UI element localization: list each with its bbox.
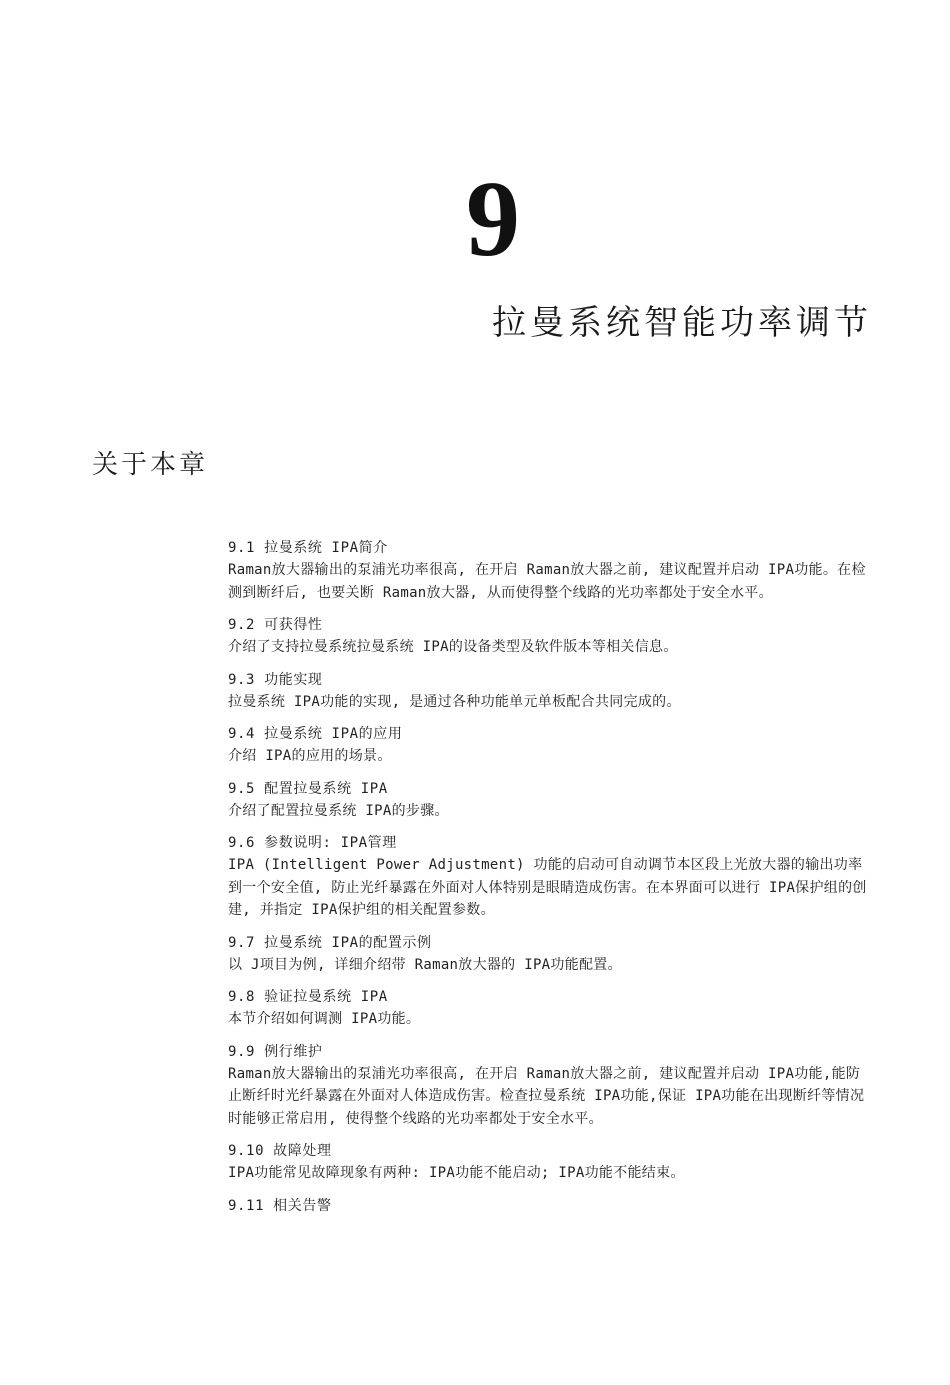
toc-description: 介绍了配置拉曼系统 IPA的步骤。 [228,802,449,819]
toc-description: Raman放大器输出的泵浦光功率很高, 在开启 Raman放大器之前, 建议配置并启动 IPA功能,能防止断纤时光纤暴露在外面对人体造成伤害。检查拉曼系统 IPA功能,保证 IPA功能在出现断纤等情况时能够正常启用, 使得整个线路的光功率都处于安全水平。 [228,1065,865,1127]
toc-entry-9-7 [228,933,868,977]
toc-entry-9-6 [228,833,868,922]
chapter-title: 拉曼系统智能功率调节 [492,303,872,343]
toc-link-9-7[interactable]: 9.7 拉曼系统 IPA的配置示例 [228,934,432,951]
toc-entry-9-10 [228,1141,868,1185]
toc-entry-9-11 [228,1196,868,1217]
toc-entry-9-4 [228,724,868,768]
toc-link-9-9[interactable]: 9.9 例行维护 [228,1043,323,1060]
toc-description: IPA功能常见故障现象有两种: IPA功能不能启动; IPA功能不能结束。 [228,1165,685,1181]
toc-entry-9-2 [228,615,868,659]
about-chapter-heading: 关于本章 [92,450,209,480]
toc-link-9-1[interactable]: 9.1 拉曼系统 IPA简介 [228,540,388,556]
toc-entry-9-3 [228,670,868,714]
toc-description: 本节介绍如何调测 IPA功能。 [228,1011,421,1027]
toc-link-9-5[interactable]: 9.5 配置拉曼系统 IPA [228,780,388,797]
toc-description: Raman放大器输出的泵浦光功率很高, 在开启 Raman放大器之前, 建议配置并启动 IPA功能。在检测到断纤后, 也要关断 Raman放大器, 从而使得整个线路的光功率都处于安全水平。 [228,562,866,601]
toc-link-9-3[interactable]: 9.3 功能实现 [228,671,323,688]
toc-link-9-6[interactable]: 9.6 参数说明: IPA管理 [228,835,397,851]
toc-link-9-4[interactable]: 9.4 拉曼系统 IPA的应用 [228,726,403,742]
toc-entry-9-9 [228,1042,868,1131]
toc-description: 以 J项目为例, 详细介绍带 Raman放大器的 IPA功能配置。 [228,956,622,973]
toc-link-9-11[interactable]: 9.11 相关告警 [228,1197,332,1214]
toc-description: 介绍了支持拉曼系统拉曼系统 IPA的设备类型及软件版本等相关信息。 [228,639,678,655]
toc-link-9-2[interactable]: 9.2 可获得性 [228,617,323,633]
toc-description: IPA (Intelligent Power Adjustment) 功能的启动可自动调节本区段上光放大器的输出功率到一个安全值, 防止光纤暴露在外面对人体特别是眼睛造成伤害。在本界面可以进行 IPA保护组的创建, 并指定 IPA保护组的相关配置参数。 [228,857,867,918]
chapter-number: 9 [466,160,520,279]
toc-entry-9-1 [228,538,868,604]
toc-description: 介绍 IPA的应用的场景。 [228,748,392,764]
toc-description: 拉曼系统 IPA功能的实现, 是通过各种功能单元单板配合共同完成的。 [228,693,681,710]
toc-entry-9-5 [228,779,868,823]
toc-link-9-10[interactable]: 9.10 故障处理 [228,1143,332,1159]
chapter-contents-list [228,538,868,1228]
toc-entry-9-8 [228,987,868,1031]
toc-link-9-8[interactable]: 9.8 验证拉曼系统 IPA [228,989,388,1005]
